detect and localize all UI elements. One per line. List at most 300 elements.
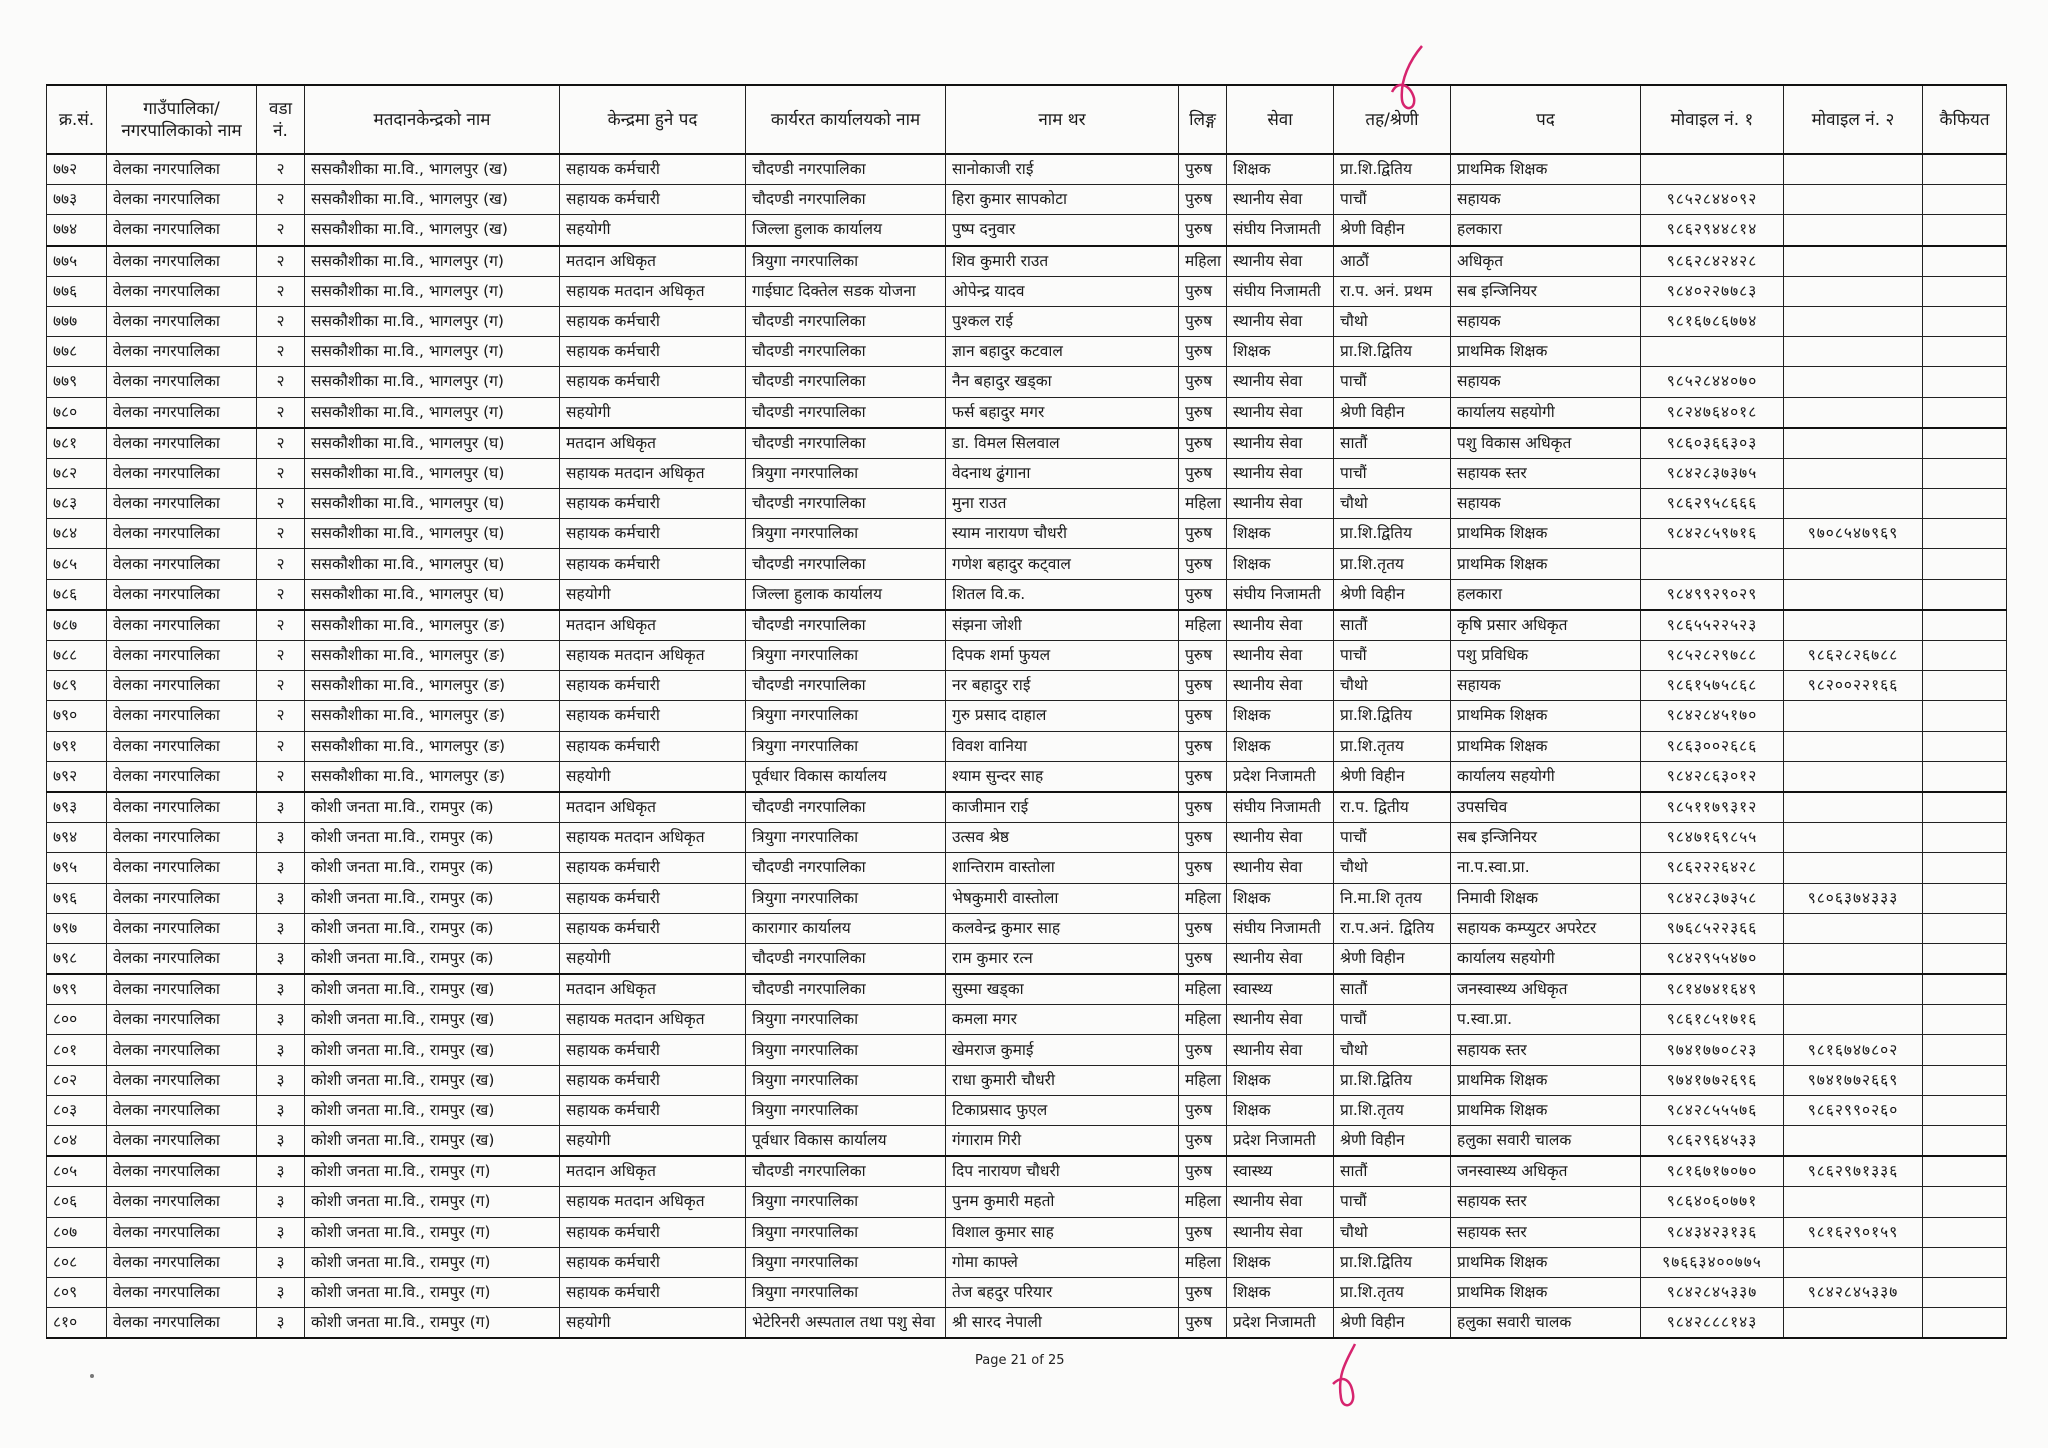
- cell-level: सातौं: [1334, 974, 1451, 1005]
- cell-level: चौथो: [1334, 853, 1451, 883]
- cell-mobile-2: ९८६२८२६७८८: [1784, 641, 1923, 671]
- cell-remarks: [1923, 276, 2007, 306]
- cell-full-name: स्याम नारायण चौधरी: [946, 519, 1179, 549]
- scan-speck: [90, 1374, 94, 1378]
- table-row: [47, 215, 2007, 246]
- cell-remarks: [1923, 1187, 2007, 1217]
- cell-center-role: सहयोगी: [560, 1308, 746, 1339]
- cell-ward-no: २: [257, 731, 305, 761]
- cell-service: स्थानीय सेवा: [1227, 1217, 1334, 1247]
- cell-mobile-1: ९८६२९६४५३३: [1641, 1126, 1784, 1157]
- cell-serial-no: ८०७: [47, 1217, 107, 1247]
- cell-service: स्थानीय सेवा: [1227, 610, 1334, 641]
- cell-full-name: गोमा काफ्ले: [946, 1247, 1179, 1277]
- cell-level: पाचौं: [1334, 185, 1451, 215]
- cell-mobile-2: ९८४२८४५३३७: [1784, 1277, 1923, 1307]
- cell-gender: पुरुष: [1179, 1308, 1227, 1339]
- cell-municipality: वेलका नगरपालिका: [107, 671, 257, 701]
- cell-polling-center: ससकौशीका मा.वि., भागलपुर (ङ): [305, 641, 560, 671]
- cell-mobile-1: ९८६५५२२५२३: [1641, 610, 1784, 641]
- cell-mobile-2: [1784, 610, 1923, 641]
- cell-municipality: वेलका नगरपालिका: [107, 731, 257, 761]
- cell-mobile-2: [1784, 1247, 1923, 1277]
- cell-municipality: वेलका नगरपालिका: [107, 489, 257, 519]
- cell-polling-center: कोशी जनता मा.वि., रामपुर (ख): [305, 1005, 560, 1035]
- cell-mobile-1: ९८४२८८८१४३: [1641, 1308, 1784, 1339]
- table-row: [47, 1277, 2007, 1307]
- cell-ward-no: २: [257, 428, 305, 459]
- cell-full-name: गुरु प्रसाद दाहाल: [946, 701, 1179, 731]
- cell-ward-no: ३: [257, 1126, 305, 1157]
- cell-ward-no: २: [257, 154, 305, 185]
- cell-serial-no: ७९४: [47, 823, 107, 853]
- cell-mobile-2: [1784, 792, 1923, 823]
- column-header: क्र.सं.: [47, 85, 107, 154]
- table-row: [47, 883, 2007, 913]
- cell-mobile-1: ९८४२८६३०१२: [1641, 761, 1784, 792]
- cell-service: संघीय निजामती: [1227, 276, 1334, 306]
- table-row: [47, 974, 2007, 1005]
- cell-remarks: [1923, 579, 2007, 610]
- cell-serial-no: ८०१: [47, 1035, 107, 1065]
- cell-ward-no: ३: [257, 974, 305, 1005]
- cell-gender: पुरुष: [1179, 731, 1227, 761]
- cell-remarks: [1923, 974, 2007, 1005]
- cell-level: आठौं: [1334, 246, 1451, 277]
- cell-serial-no: ७७८: [47, 337, 107, 367]
- cell-mobile-2: [1784, 1126, 1923, 1157]
- table-row: [47, 610, 2007, 641]
- table-row: [47, 701, 2007, 731]
- cell-mobile-2: [1784, 761, 1923, 792]
- cell-municipality: वेलका नगरपालिका: [107, 215, 257, 246]
- cell-full-name: श्याम सुन्दर साह: [946, 761, 1179, 792]
- cell-remarks: [1923, 701, 2007, 731]
- cell-municipality: वेलका नगरपालिका: [107, 397, 257, 428]
- cell-gender: पुरुष: [1179, 641, 1227, 671]
- cell-serial-no: ७८५: [47, 549, 107, 579]
- cell-center-role: सहायक कर्मचारी: [560, 367, 746, 397]
- cell-mobile-1: ९८४२८३७३५८: [1641, 883, 1784, 913]
- cell-center-role: सहयोगी: [560, 1126, 746, 1157]
- table-row: [47, 489, 2007, 519]
- cell-center-role: सहायक मतदान अधिकृत: [560, 1187, 746, 1217]
- table-row: [47, 306, 2007, 336]
- cell-position: हलुका सवारी चालक: [1451, 1308, 1641, 1339]
- cell-remarks: [1923, 185, 2007, 215]
- cell-full-name: सानोकाजी राई: [946, 154, 1179, 185]
- cell-polling-center: कोशी जनता मा.वि., रामपुर (ग): [305, 1217, 560, 1247]
- cell-mobile-1: ९८४२८५९७१६: [1641, 519, 1784, 549]
- cell-full-name: विवश वानिया: [946, 731, 1179, 761]
- cell-position: हलकारा: [1451, 215, 1641, 246]
- cell-municipality: वेलका नगरपालिका: [107, 761, 257, 792]
- cell-mobile-2: [1784, 701, 1923, 731]
- table-row: [47, 1187, 2007, 1217]
- cell-center-role: सहायक कर्मचारी: [560, 154, 746, 185]
- cell-gender: पुरुष: [1179, 1277, 1227, 1307]
- cell-full-name: दिप नारायण चौधरी: [946, 1156, 1179, 1187]
- table-row: [47, 731, 2007, 761]
- cell-level: श्रेणी विहीन: [1334, 397, 1451, 428]
- cell-gender: पुरुष: [1179, 761, 1227, 792]
- cell-municipality: वेलका नगरपालिका: [107, 1187, 257, 1217]
- table-row: [47, 1095, 2007, 1125]
- cell-working-office: पूर्वधार विकास कार्यालय: [746, 1126, 946, 1157]
- cell-working-office: चौदण्डी नगरपालिका: [746, 154, 946, 185]
- cell-gender: महिला: [1179, 1247, 1227, 1277]
- cell-serial-no: ७९९: [47, 974, 107, 1005]
- cell-serial-no: ८१०: [47, 1308, 107, 1339]
- cell-remarks: [1923, 1005, 2007, 1035]
- cell-polling-center: कोशी जनता मा.वि., रामपुर (क): [305, 792, 560, 823]
- cell-gender: पुरुष: [1179, 671, 1227, 701]
- cell-service: स्थानीय सेवा: [1227, 458, 1334, 488]
- cell-mobile-1: ९८६१५७५८६८: [1641, 671, 1784, 701]
- cell-center-role: सहायक कर्मचारी: [560, 1277, 746, 1307]
- cell-gender: पुरुष: [1179, 185, 1227, 215]
- table-row: [47, 823, 2007, 853]
- cell-ward-no: २: [257, 549, 305, 579]
- table-row: [47, 792, 2007, 823]
- cell-remarks: [1923, 337, 2007, 367]
- table-row: [47, 154, 2007, 185]
- cell-full-name: गंंगाराम गिरी: [946, 1126, 1179, 1157]
- cell-working-office: जिल्ला हुलाक कार्यालय: [746, 215, 946, 246]
- cell-level: प्रा.शि.द्वितिय: [1334, 701, 1451, 731]
- cell-level: सातौं: [1334, 1156, 1451, 1187]
- cell-municipality: वेलका नगरपालिका: [107, 337, 257, 367]
- cell-serial-no: ७९६: [47, 883, 107, 913]
- cell-center-role: सहायक कर्मचारी: [560, 337, 746, 367]
- cell-position: पशु विकास अधिकृत: [1451, 428, 1641, 459]
- cell-remarks: [1923, 761, 2007, 792]
- cell-level: पाचौं: [1334, 1187, 1451, 1217]
- table-row: [47, 761, 2007, 792]
- cell-municipality: वेलका नगरपालिका: [107, 1308, 257, 1339]
- cell-mobile-1: ९८१४७४१६४९: [1641, 974, 1784, 1005]
- cell-ward-no: ३: [257, 1247, 305, 1277]
- cell-ward-no: ३: [257, 1308, 305, 1339]
- cell-position: प्राथमिक शिक्षक: [1451, 1277, 1641, 1307]
- cell-ward-no: ३: [257, 943, 305, 974]
- cell-service: शिक्षक: [1227, 519, 1334, 549]
- cell-remarks: [1923, 943, 2007, 974]
- cell-mobile-1: [1641, 337, 1784, 367]
- cell-gender: महिला: [1179, 1005, 1227, 1035]
- cell-full-name: पुनम कुमारी महतो: [946, 1187, 1179, 1217]
- cell-polling-center: कोशी जनता मा.वि., रामपुर (क): [305, 853, 560, 883]
- cell-level: प्रा.शि.तृतय: [1334, 731, 1451, 761]
- cell-municipality: वेलका नगरपालिका: [107, 641, 257, 671]
- cell-ward-no: २: [257, 519, 305, 549]
- cell-center-role: सहयोगी: [560, 397, 746, 428]
- cell-polling-center: कोशी जनता मा.वि., रामपुर (ग): [305, 1308, 560, 1339]
- cell-serial-no: ७७४: [47, 215, 107, 246]
- cell-mobile-1: ९८४३४२३१३६: [1641, 1217, 1784, 1247]
- cell-ward-no: २: [257, 610, 305, 641]
- cell-position: प्राथमिक शिक्षक: [1451, 337, 1641, 367]
- cell-serial-no: ७८१: [47, 428, 107, 459]
- cell-remarks: [1923, 489, 2007, 519]
- cell-gender: पुरुष: [1179, 306, 1227, 336]
- cell-working-office: चौदण्डी नगरपालिका: [746, 671, 946, 701]
- table-header-row: [47, 85, 2007, 154]
- cell-serial-no: ७९३: [47, 792, 107, 823]
- cell-service: प्रदेश निजामती: [1227, 761, 1334, 792]
- cell-level: सातौं: [1334, 610, 1451, 641]
- cell-ward-no: २: [257, 215, 305, 246]
- cell-municipality: वेलका नगरपालिका: [107, 185, 257, 215]
- table-row: [47, 853, 2007, 883]
- cell-ward-no: ३: [257, 1005, 305, 1035]
- cell-service: स्थानीय सेवा: [1227, 489, 1334, 519]
- cell-gender: पुरुष: [1179, 215, 1227, 246]
- cell-position: प्राथमिक शिक्षक: [1451, 519, 1641, 549]
- cell-center-role: सहायक कर्मचारी: [560, 731, 746, 761]
- cell-polling-center: कोशी जनता मा.वि., रामपुर (ख): [305, 974, 560, 1005]
- cell-service: प्रदेश निजामती: [1227, 1308, 1334, 1339]
- cell-service: स्वास्थ्य: [1227, 974, 1334, 1005]
- cell-service: संघीय निजामती: [1227, 792, 1334, 823]
- cell-polling-center: ससकौशीका मा.वि., भागलपुर (ख): [305, 154, 560, 185]
- table-row: [47, 1005, 2007, 1035]
- cell-gender: महिला: [1179, 974, 1227, 1005]
- cell-level: रा.प.अनं. द्वितिय: [1334, 913, 1451, 943]
- cell-remarks: [1923, 549, 2007, 579]
- cell-center-role: सहायक कर्मचारी: [560, 1035, 746, 1065]
- cell-service: स्थानीय सेवा: [1227, 246, 1334, 277]
- cell-municipality: वेलका नगरपालिका: [107, 701, 257, 731]
- cell-mobile-2: [1784, 913, 1923, 943]
- cell-gender: महिला: [1179, 246, 1227, 277]
- table-row: [47, 1308, 2007, 1339]
- cell-full-name: दिपक शर्मा फुयल: [946, 641, 1179, 671]
- cell-working-office: त्रियुगा नगरपालिका: [746, 458, 946, 488]
- table-row: [47, 943, 2007, 974]
- cell-gender: पुरुष: [1179, 367, 1227, 397]
- cell-polling-center: कोशी जनता मा.वि., रामपुर (ख): [305, 1095, 560, 1125]
- cell-remarks: [1923, 853, 2007, 883]
- cell-mobile-2: [1784, 397, 1923, 428]
- cell-municipality: वेलका नगरपालिका: [107, 367, 257, 397]
- cell-mobile-1: ९८६२८४२४२८: [1641, 246, 1784, 277]
- cell-polling-center: कोशी जनता मा.वि., रामपुर (ग): [305, 1187, 560, 1217]
- cell-serial-no: ८०२: [47, 1065, 107, 1095]
- cell-serial-no: ७८७: [47, 610, 107, 641]
- cell-remarks: [1923, 397, 2007, 428]
- cell-position: सहायक: [1451, 489, 1641, 519]
- cell-remarks: [1923, 731, 2007, 761]
- cell-ward-no: ३: [257, 1156, 305, 1187]
- cell-polling-center: ससकौशीका मा.वि., भागलपुर (घ): [305, 458, 560, 488]
- cell-municipality: वेलका नगरपालिका: [107, 943, 257, 974]
- cell-serial-no: ७८८: [47, 641, 107, 671]
- cell-ward-no: ३: [257, 853, 305, 883]
- cell-position: प्राथमिक शिक्षक: [1451, 1247, 1641, 1277]
- cell-mobile-1: ९८६३००२६८६: [1641, 731, 1784, 761]
- table-row: [47, 1156, 2007, 1187]
- cell-full-name: शितल वि.क.: [946, 579, 1179, 610]
- cell-municipality: वेलका नगरपालिका: [107, 549, 257, 579]
- cell-full-name: शिव कुमारी राउत: [946, 246, 1179, 277]
- cell-position: ना.प.स्वा.प्रा.: [1451, 853, 1641, 883]
- cell-service: स्थानीय सेवा: [1227, 1035, 1334, 1065]
- cell-polling-center: कोशी जनता मा.वि., रामपुर (क): [305, 943, 560, 974]
- cell-municipality: वेलका नगरपालिका: [107, 1095, 257, 1125]
- cell-level: श्रेणी विहीन: [1334, 1308, 1451, 1339]
- cell-center-role: सहयोगी: [560, 579, 746, 610]
- column-header: मोवाइल नं. २: [1784, 85, 1923, 154]
- cell-ward-no: २: [257, 185, 305, 215]
- cell-center-role: सहायक कर्मचारी: [560, 853, 746, 883]
- cell-polling-center: ससकौशीका मा.वि., भागलपुर (ख): [305, 185, 560, 215]
- cell-mobile-2: [1784, 337, 1923, 367]
- cell-serial-no: ७७३: [47, 185, 107, 215]
- cell-working-office: चौदण्डी नगरपालिका: [746, 306, 946, 336]
- table-row: [47, 246, 2007, 277]
- cell-gender: पुरुष: [1179, 428, 1227, 459]
- cell-level: नि.मा.शि तृतय: [1334, 883, 1451, 913]
- cell-service: स्थानीय सेवा: [1227, 641, 1334, 671]
- cell-ward-no: २: [257, 276, 305, 306]
- cell-gender: महिला: [1179, 883, 1227, 913]
- cell-polling-center: ससकौशीका मा.वि., भागलपुर (ग): [305, 276, 560, 306]
- cell-mobile-1: ९८६१८५१७१६: [1641, 1005, 1784, 1035]
- cell-level: प्रा.शि.तृतय: [1334, 1277, 1451, 1307]
- cell-center-role: सहायक कर्मचारी: [560, 1217, 746, 1247]
- cell-serial-no: ७९२: [47, 761, 107, 792]
- cell-polling-center: ससकौशीका मा.वि., भागलपुर (ग): [305, 397, 560, 428]
- cell-mobile-2: [1784, 215, 1923, 246]
- cell-serial-no: ८०८: [47, 1247, 107, 1277]
- cell-service: स्थानीय सेवा: [1227, 185, 1334, 215]
- cell-mobile-2: ९७०८५४७९६९: [1784, 519, 1923, 549]
- cell-mobile-2: [1784, 458, 1923, 488]
- cell-position: सहायक: [1451, 367, 1641, 397]
- cell-working-office: त्रियुगा नगरपालिका: [746, 701, 946, 731]
- cell-ward-no: २: [257, 489, 305, 519]
- table-body: [47, 154, 2007, 1338]
- column-header: सेवा: [1227, 85, 1334, 154]
- cell-ward-no: ३: [257, 1217, 305, 1247]
- cell-polling-center: कोशी जनता मा.वि., रामपुर (ख): [305, 1126, 560, 1157]
- cell-level: चौथो: [1334, 671, 1451, 701]
- cell-full-name: विशाल कुमार साह: [946, 1217, 1179, 1247]
- cell-polling-center: कोशी जनता मा.वि., रामपुर (क): [305, 913, 560, 943]
- cell-center-role: मतदान अधिकृत: [560, 246, 746, 277]
- cell-gender: पुरुष: [1179, 549, 1227, 579]
- cell-gender: पुरुष: [1179, 701, 1227, 731]
- ink-mark-top: [1380, 40, 1440, 120]
- cell-service: स्थानीय सेवा: [1227, 1005, 1334, 1035]
- cell-ward-no: ३: [257, 913, 305, 943]
- cell-working-office: कारागार कार्यालय: [746, 913, 946, 943]
- cell-service: संघीय निजामती: [1227, 215, 1334, 246]
- cell-municipality: वेलका नगरपालिका: [107, 276, 257, 306]
- cell-remarks: [1923, 610, 2007, 641]
- cell-full-name: पुष्प दनुवार: [946, 215, 1179, 246]
- table-row: [47, 1247, 2007, 1277]
- cell-full-name: श्री सारद नेपाली: [946, 1308, 1179, 1339]
- cell-serial-no: ७७६: [47, 276, 107, 306]
- cell-service: शिक्षक: [1227, 1277, 1334, 1307]
- cell-service: शिक्षक: [1227, 337, 1334, 367]
- cell-serial-no: ७८३: [47, 489, 107, 519]
- cell-remarks: [1923, 1065, 2007, 1095]
- cell-ward-no: ३: [257, 792, 305, 823]
- column-header: कैफियत: [1923, 85, 2007, 154]
- cell-polling-center: ससकौशीका मा.वि., भागलपुर (घ): [305, 428, 560, 459]
- cell-ward-no: २: [257, 641, 305, 671]
- cell-remarks: [1923, 823, 2007, 853]
- cell-service: शिक्षक: [1227, 1095, 1334, 1125]
- cell-remarks: [1923, 1308, 2007, 1339]
- cell-serial-no: ७८६: [47, 579, 107, 610]
- cell-position: सब इन्जिनियर: [1451, 823, 1641, 853]
- cell-remarks: [1923, 1035, 2007, 1065]
- cell-gender: महिला: [1179, 489, 1227, 519]
- cell-municipality: वेलका नगरपालिका: [107, 1156, 257, 1187]
- cell-working-office: त्रियुगा नगरपालिका: [746, 1035, 946, 1065]
- voter-staff-table-sheet: [46, 84, 2006, 1339]
- cell-gender: पुरुष: [1179, 823, 1227, 853]
- cell-full-name: तेज बहदुर परियार: [946, 1277, 1179, 1307]
- cell-gender: पुरुष: [1179, 337, 1227, 367]
- cell-working-office: त्रियुगा नगरपालिका: [746, 519, 946, 549]
- cell-service: स्थानीय सेवा: [1227, 367, 1334, 397]
- cell-level: चौथो: [1334, 1217, 1451, 1247]
- cell-service: स्थानीय सेवा: [1227, 823, 1334, 853]
- cell-center-role: सहायक मतदान अधिकृत: [560, 641, 746, 671]
- cell-remarks: [1923, 1126, 2007, 1157]
- cell-level: पाचौं: [1334, 1005, 1451, 1035]
- cell-working-office: चौदण्डी नगरपालिका: [746, 489, 946, 519]
- cell-working-office: चौदण्डी नगरपालिका: [746, 337, 946, 367]
- cell-mobile-1: ९८६४०६०७७१: [1641, 1187, 1784, 1217]
- cell-mobile-1: ९८१६७१७०७०: [1641, 1156, 1784, 1187]
- cell-ward-no: २: [257, 246, 305, 277]
- cell-polling-center: ससकौशीका मा.वि., भागलपुर (ङ): [305, 731, 560, 761]
- cell-level: रा.प. द्वितीय: [1334, 792, 1451, 823]
- cell-mobile-1: ९८४२८४५१७०: [1641, 701, 1784, 731]
- cell-level: पाचौं: [1334, 823, 1451, 853]
- cell-mobile-2: ९८०६३७४३३३: [1784, 883, 1923, 913]
- cell-gender: पुरुष: [1179, 1217, 1227, 1247]
- cell-polling-center: ससकौशीका मा.वि., भागलपुर (ख): [305, 215, 560, 246]
- cell-polling-center: ससकौशीका मा.वि., भागलपुर (ङ): [305, 671, 560, 701]
- cell-level: चौथो: [1334, 1035, 1451, 1065]
- cell-mobile-1: ९८४९९२९०२९: [1641, 579, 1784, 610]
- cell-working-office: चौदण्डी नगरपालिका: [746, 610, 946, 641]
- table-row: [47, 397, 2007, 428]
- cell-mobile-1: ९८५२८४४०९२: [1641, 185, 1784, 215]
- cell-mobile-1: ९८५२८४४०७०: [1641, 367, 1784, 397]
- cell-center-role: सहायक कर्मचारी: [560, 1095, 746, 1125]
- column-header: पद: [1451, 85, 1641, 154]
- cell-mobile-2: [1784, 306, 1923, 336]
- cell-service: स्थानीय सेवा: [1227, 397, 1334, 428]
- table-row: [47, 549, 2007, 579]
- cell-position: प्राथमिक शिक्षक: [1451, 1065, 1641, 1095]
- cell-remarks: [1923, 671, 2007, 701]
- cell-position: सहायक: [1451, 671, 1641, 701]
- cell-municipality: वेलका नगरपालिका: [107, 428, 257, 459]
- cell-position: सहायक कम्प्युटर अपरेटर: [1451, 913, 1641, 943]
- cell-level: प्रा.शि.तृतय: [1334, 549, 1451, 579]
- cell-service: स्थानीय सेवा: [1227, 853, 1334, 883]
- cell-mobile-2: ९७४१७७२६६९: [1784, 1065, 1923, 1095]
